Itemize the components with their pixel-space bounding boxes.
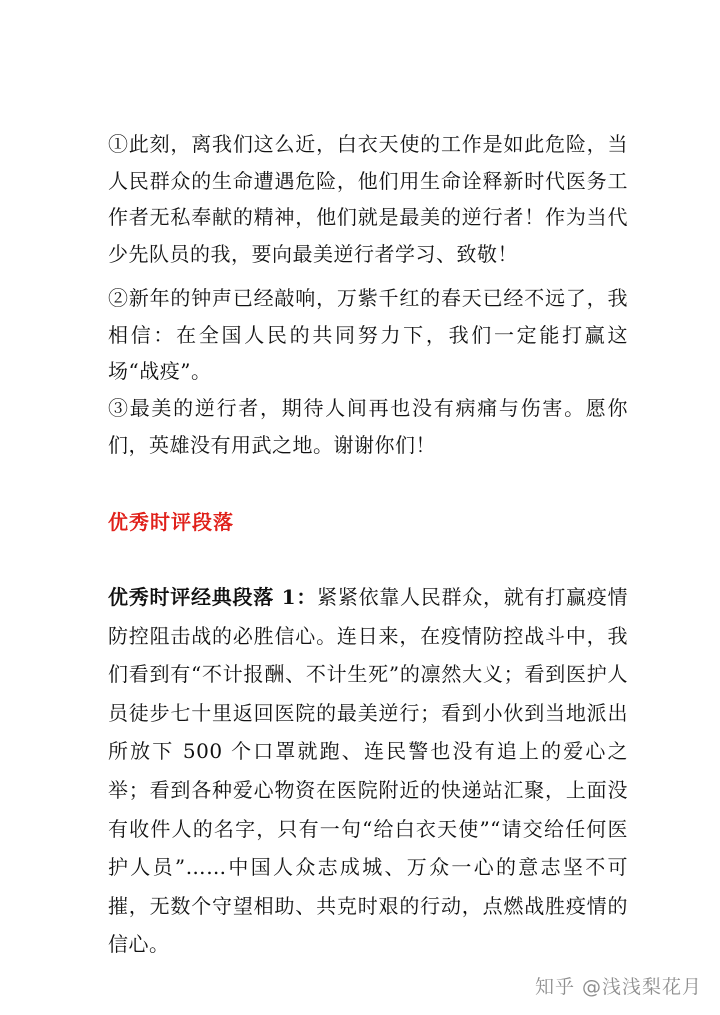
paragraph-3: ③最美的逆行者，期待人间再也没有病痛与伤害。愿你们，英雄没有用武之地。谢谢你们！ bbox=[108, 396, 628, 457]
excerpt-lead: 优秀时评经典段落 1： bbox=[108, 585, 318, 609]
excerpt-body: 紧紧依靠人民群众，就有打赢疫情防控阻击战的必胜信心。连日来，在疫情防控战斗中，我们看到有“不计报酬、不计生死”的凛然大义；看到医护人员徒步七十里返回医院的最美逆行；看到小伙到当地派出所放下 500 个口罩就跑、连民警也没有追上的爱心之举；看到各种爱心物资在医院附近的快递站汇聚，上面没有收件人的名字，只有一句“给白衣天使”“请交给任何医护人员”……中国人众志成城、万众一心的意志坚不可摧，无数个守望相助、共克时艰的行动，点燃战胜疫情的信心。 bbox=[108, 585, 628, 957]
paragraph-1: ①此刻，离我们这么近，白衣天使的工作是如此危险，当人民群众的生命遭遇危险，他们用生命诠释新时代医务工作者无私奉献的精神，他们就是最美的逆行者！作为当代少先队员的我，要向最美逆行者学习、致敬！ bbox=[108, 132, 628, 266]
excerpt-paragraph bbox=[108, 578, 628, 964]
watermark: 知乎 @浅浅梨花月 bbox=[534, 976, 702, 998]
section-heading: 优秀时评段落 bbox=[108, 510, 234, 534]
paragraph-2: ②新年的钟声已经敲响，万紫千红的春天已经不远了，我相信：在全国人民的共同努力下，我们一定能打赢这场“战疫”。 bbox=[108, 286, 628, 383]
